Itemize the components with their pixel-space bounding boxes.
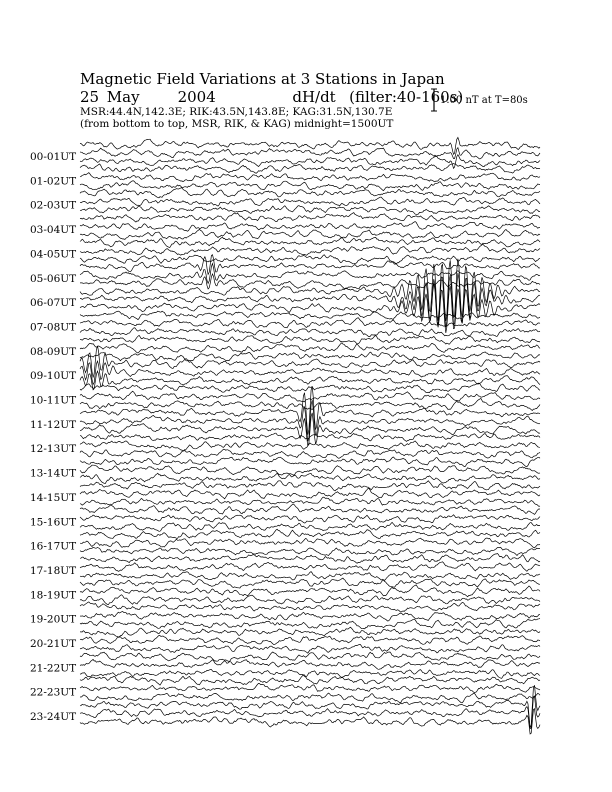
hour-label: 04-05UT — [30, 248, 77, 261]
chart-title: Magnetic Field Variations at 3 Stations in Japan — [80, 70, 445, 88]
trace-kag-h12 — [80, 433, 540, 441]
trace-rik-h20 — [80, 636, 540, 645]
trace-msr-h21 — [80, 669, 540, 678]
trace-kag-h15 — [80, 504, 540, 514]
stations-line: MSR:44.4N,142.3E; RIK:43.5N,143.8E; KAG:31.5N,130.7E — [80, 106, 393, 118]
trace-rik-h16 — [80, 538, 540, 548]
hour-label: 13-14UT — [30, 467, 77, 480]
trace-rik-h19 — [80, 612, 540, 622]
hour-label: 03-04UT — [30, 224, 77, 237]
hour-label: 22-23UT — [30, 686, 77, 699]
trace-msr-h19 — [80, 619, 540, 629]
trace-msr-h2 — [80, 206, 540, 215]
date-year: 2004 — [177, 88, 216, 106]
trace-kag-h19 — [80, 602, 540, 612]
hour-label: 21-22UT — [30, 662, 77, 675]
trace-msr-h8 — [80, 352, 540, 361]
trace-rik-h0 — [80, 148, 540, 159]
trace-msr-h1 — [80, 181, 540, 191]
trace-rik-h22 — [80, 683, 540, 692]
hour-label: 19-20UT — [30, 613, 77, 626]
trace-kag-h14 — [80, 481, 540, 491]
hour-label: 06-07UT — [30, 297, 77, 310]
trace-msr-h23 — [80, 709, 540, 734]
trace-msr-h15 — [80, 522, 540, 531]
hour-label: 08-09UT — [30, 345, 77, 358]
hour-label: 00-01UT — [30, 151, 77, 163]
trace-rik-h18 — [80, 585, 540, 597]
trace-msr-h12 — [80, 449, 540, 458]
trace-kag-h4 — [80, 237, 540, 248]
hour-label: 12-13UT — [30, 443, 77, 456]
hour-label: 15-16UT — [30, 516, 77, 529]
trace-kag-h18 — [80, 578, 540, 588]
trace-kag-h22 — [80, 675, 540, 685]
hour-label: 09-10UT — [30, 370, 77, 383]
trace-msr-h18 — [80, 595, 540, 605]
trace-msr-h14 — [80, 497, 540, 506]
trace-kag-h23 — [80, 685, 540, 727]
trace-msr-h17 — [80, 572, 540, 581]
trace-kag-h21 — [80, 652, 540, 661]
hour-label: 10-11UT — [30, 394, 77, 407]
trace-kag-h5 — [80, 255, 540, 275]
hour-label: 07-08UT — [30, 321, 77, 334]
trace-msr-h22 — [80, 693, 540, 703]
trace-kag-h20 — [80, 627, 540, 637]
trace-rik-h17 — [80, 562, 540, 572]
trace-kag-h8 — [80, 335, 540, 344]
trace-kag-h9 — [80, 346, 540, 378]
hour-label: 20-21UT — [30, 638, 77, 650]
trace-kag-h17 — [80, 553, 540, 563]
trace-rik-h2 — [80, 197, 540, 206]
trace-msr-h13 — [80, 473, 540, 483]
hour-label: 05-06UT — [30, 272, 77, 285]
trace-kag-h13 — [80, 457, 540, 467]
trace-msr-h3 — [80, 229, 540, 239]
quantity-label: dH/dt — [292, 88, 336, 106]
trace-kag-h10 — [80, 383, 540, 393]
hour-label: 02-03UT — [30, 199, 77, 212]
date-day: 25 — [80, 88, 100, 106]
trace-rik-h21 — [80, 659, 540, 669]
trace-rik-h3 — [80, 222, 540, 232]
trace-rik-h4 — [80, 244, 540, 255]
scale-label: 1.00 nT at T=80s — [440, 95, 528, 106]
trace-msr-h4 — [80, 255, 540, 264]
hour-label: 17-18UT — [30, 564, 77, 577]
trace-rik-h12 — [80, 441, 540, 451]
hour-label: 01-02UT — [30, 175, 77, 188]
trace-kag-h16 — [80, 529, 540, 538]
trace-rik-h8 — [80, 343, 540, 353]
hour-label: 18-19UT — [30, 589, 77, 602]
trace-rik-h14 — [80, 489, 540, 499]
trace-rik-h15 — [80, 515, 540, 523]
trace-rik-h1 — [80, 173, 540, 182]
trace-rik-h7 — [80, 318, 540, 328]
trace-rik-h10 — [80, 391, 540, 402]
station-order-line: (from bottom to top, MSR, RIK, & KAG) midnight=1500UT — [80, 118, 394, 130]
filter-label: (filter:40-160s) — [349, 88, 464, 106]
date-month: May — [106, 88, 140, 106]
trace-kag-h3 — [80, 213, 540, 222]
hour-label: 23-24UT — [30, 711, 77, 724]
hour-label: 16-17UT — [30, 540, 77, 553]
hour-label: 14-15UT — [30, 491, 77, 504]
trace-msr-h9 — [80, 371, 540, 390]
trace-msr-h20 — [80, 645, 540, 654]
trace-msr-h7 — [80, 328, 540, 337]
hour-label: 11-12UT — [30, 418, 77, 431]
trace-msr-h16 — [80, 547, 540, 555]
